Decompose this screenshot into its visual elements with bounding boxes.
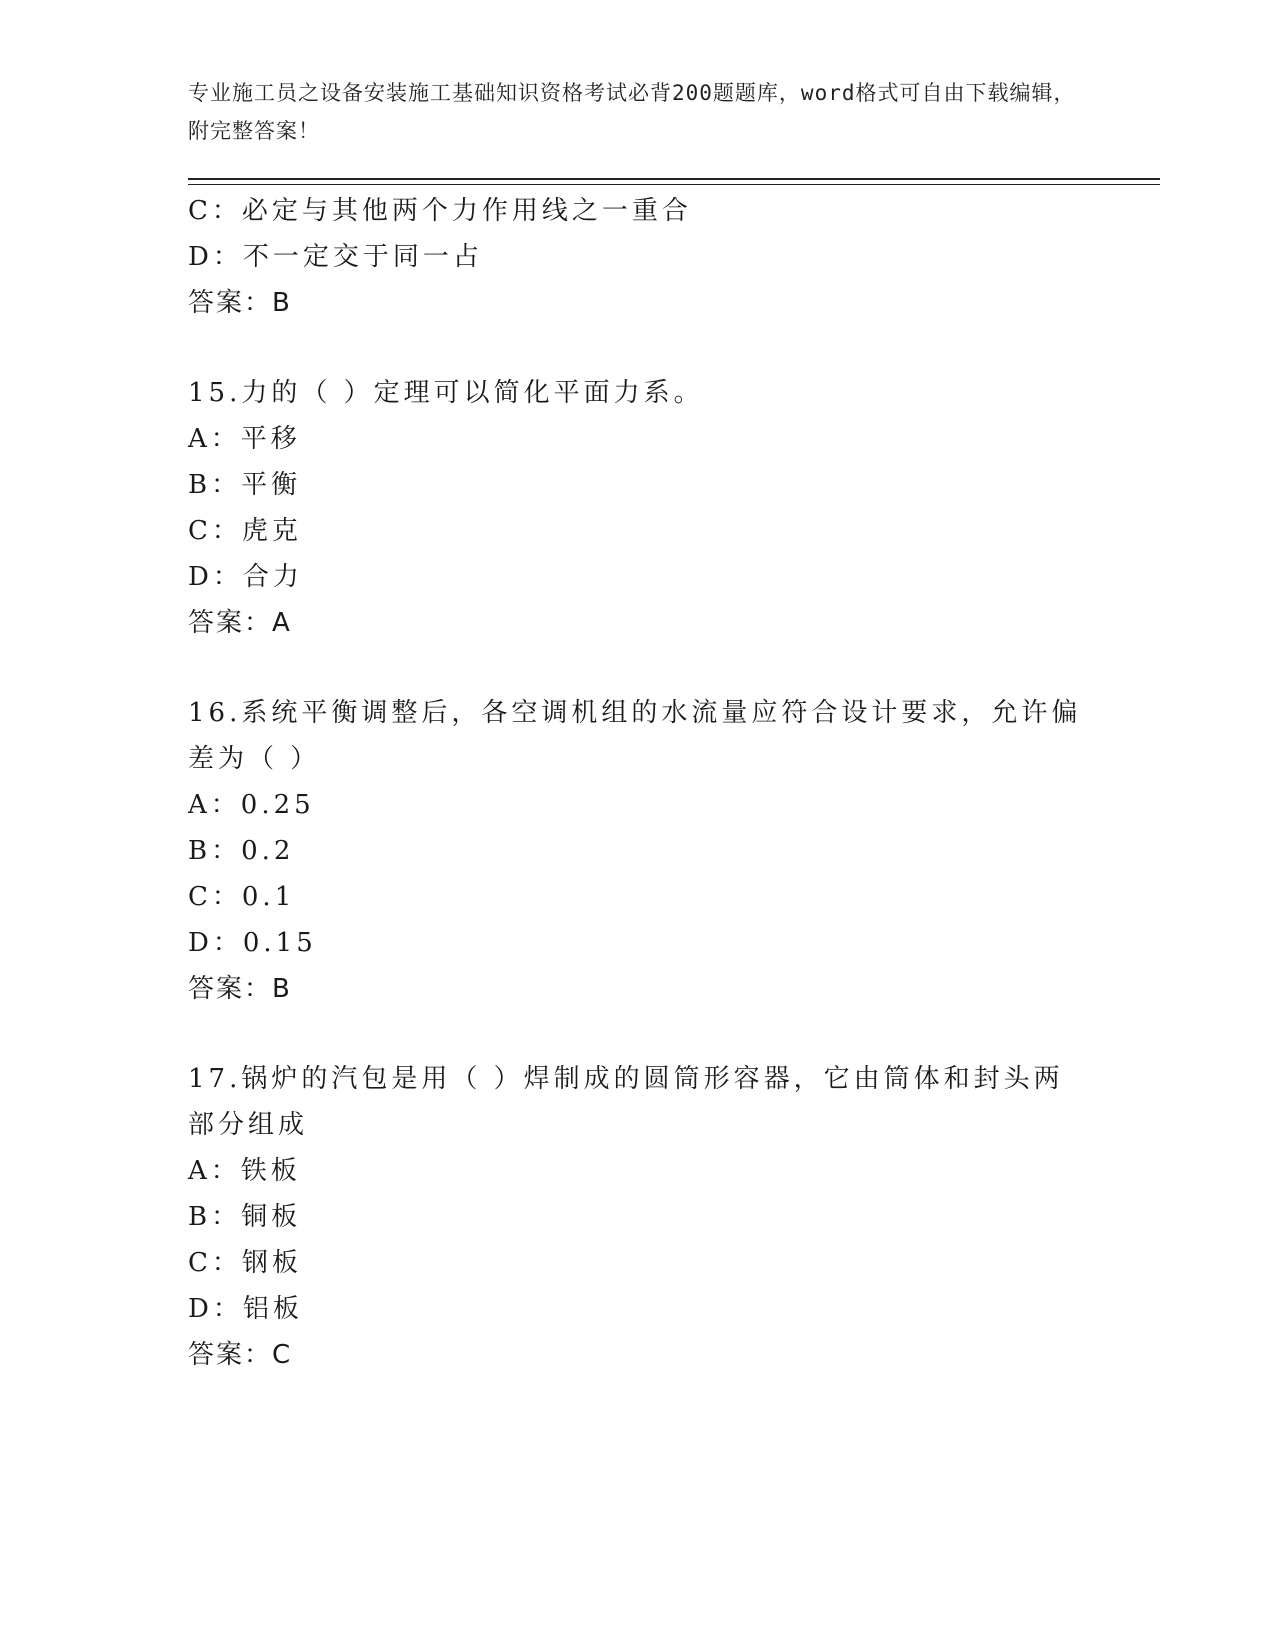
option-d: D：合力 — [188, 562, 303, 592]
option-b: B：平衡 — [188, 470, 302, 500]
question-stem: 15.力的（ ）定理可以简化平面力系。 — [188, 378, 704, 408]
option-c: C：0.1 — [188, 882, 296, 912]
question-14-fragment — [188, 188, 1088, 326]
option-a: A：平移 — [188, 424, 301, 454]
header-divider-thin — [188, 184, 1160, 185]
option-c: C：必定与其他两个力作用线之一重合 — [188, 196, 692, 226]
option-c: C：钢板 — [188, 1248, 302, 1278]
answer: 答案：B — [188, 288, 292, 318]
question-16 — [188, 690, 1088, 1012]
option-a: A：铁板 — [188, 1156, 301, 1186]
option-c: C：虎克 — [188, 516, 302, 546]
question-stem: 16.系统平衡调整后，各空调机组的水流量应符合设计要求，允许偏差为（ ） — [188, 698, 1082, 774]
question-list — [188, 188, 1088, 1378]
option-d: D：0.15 — [188, 928, 317, 958]
document-header: 专业施工员之设备安装施工基础知识资格考试必背200题题库，word格式可自由下载编辑，附完整答案！ — [188, 81, 1076, 143]
option-d: D：不一定交于同一占 — [188, 242, 483, 272]
answer: 答案：C — [188, 1340, 293, 1370]
option-a: A：0.25 — [188, 790, 315, 820]
answer: 答案：A — [188, 608, 292, 638]
option-b: B：0.2 — [188, 836, 295, 866]
answer: 答案：B — [188, 974, 292, 1004]
option-d: D：铝板 — [188, 1294, 303, 1324]
question-17 — [188, 1056, 1088, 1378]
option-b: B：铜板 — [188, 1202, 302, 1232]
question-15 — [188, 370, 1088, 646]
header-divider-thick — [188, 178, 1160, 180]
question-stem: 17.锅炉的汽包是用（ ）焊制成的圆筒形容器，它由筒体和封头两部分组成 — [188, 1064, 1064, 1140]
